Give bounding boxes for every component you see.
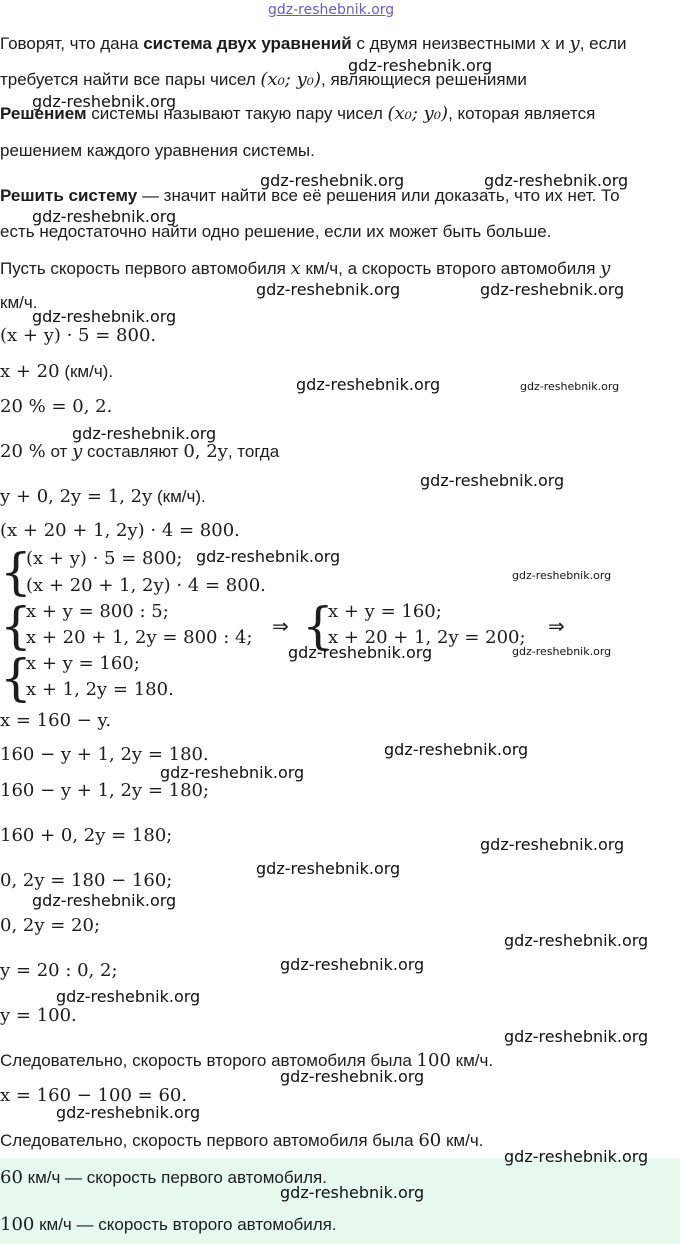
theory-p2b: решением каждого уравнения системы. [0,141,315,160]
solution-intro: Пусть скорость первого автомобиля x км/ч, а скорость второго автомобиля y [0,258,611,279]
answer-1: 60 км/ч — скорость первого автомобиля. [0,1167,327,1188]
sys2-eq1: x + y = 800 : 5; [26,601,169,622]
sys3-eq2: x + 20 + 1, 2y = 200; [328,627,526,648]
watermark: gdz-reshebnik.org [280,1183,425,1202]
watermark: gdz-reshebnik.org [384,740,529,759]
sys2-eq2: x + 20 + 1, 2y = 800 : 4; [26,627,253,648]
sys1-eq2: (x + 20 + 1, 2y) · 4 = 800. [26,575,266,596]
watermark: gdz-reshebnik.org [32,891,177,910]
eq-2: x + 20 (км/ч). [0,361,114,382]
eq-6: (x + 20 + 1, 2y) · 4 = 800. [0,520,240,541]
watermark: gdz-reshebnik.org [512,569,612,582]
watermark: gdz-reshebnik.org [32,92,177,111]
eq-8: 160 − y + 1, 2y = 180. [0,744,209,765]
watermark: gdz-reshebnik.org [420,471,565,490]
theory-p3b: есть недостаточно найти одно решение, если их может быть больше. [0,222,552,241]
theory-p1b: требуется найти все пары чисел (x₀; y₀), являющиеся решениями [0,69,527,90]
eq-3: 20 % = 0, 2. [0,396,113,417]
answer-2: 100 км/ч — скорость второго автомобиля. [0,1214,337,1235]
watermark: gdz-reshebnik.org [520,380,620,393]
system-brace: { [302,597,334,655]
theory-p2: Решением системы называют такую пару чисел (x₀; y₀), которая является [0,103,596,124]
implies-arrow: ⇒ [272,614,289,638]
system-brace: { [0,597,32,655]
sys4-eq2: x + 1, 2y = 180. [26,679,174,700]
site-link[interactable]: gdz-reshebnik.org [268,2,395,18]
watermark: gdz-reshebnik.org [504,1147,649,1166]
watermark: gdz-reshebnik.org [160,763,305,782]
eq-9: 160 − y + 1, 2y = 180; [0,780,210,801]
eq-4: 20 % от y составляют 0, 2y, тогда [0,441,280,462]
watermark: gdz-reshebnik.org [480,835,625,854]
solution-intro-unit: км/ч. [0,293,38,312]
watermark: gdz-reshebnik.org [280,955,425,974]
watermark: gdz-reshebnik.org [256,859,401,878]
system-brace: { [0,649,32,707]
watermark: gdz-reshebnik.org [348,56,493,75]
theory-p3: Решить систему — значит найти все её решения или доказать, что их нет. То [0,186,620,205]
conclusion-1: Следовательно, скорость второго автомобиля была 100 км/ч. [0,1050,494,1071]
eq-12: 0, 2y = 20; [0,915,101,936]
eq-14: y = 100. [0,1005,77,1026]
conclusion-2: Следовательно, скорость первого автомобиля была 60 км/ч. [0,1130,484,1151]
watermark: gdz-reshebnik.org [288,643,433,662]
watermark: gdz-reshebnik.org [484,171,629,190]
implies-arrow: ⇒ [548,614,565,638]
eq-5: y + 0, 2y = 1, 2y (км/ч). [0,486,206,507]
watermark: gdz-reshebnik.org [260,171,405,190]
watermark: gdz-reshebnik.org [196,547,341,566]
watermark: gdz-reshebnik.org [296,375,441,394]
sys3-eq1: x + y = 160; [328,601,442,622]
watermark: gdz-reshebnik.org [72,424,217,443]
watermark: gdz-reshebnik.org [504,931,649,950]
watermark: gdz-reshebnik.org [280,1067,425,1086]
theory-p1: Говорят, что дана система двух уравнений с двумя неизвестными x и y, если [0,33,627,54]
watermark: gdz-reshebnik.org [256,280,401,299]
eq-1: (x + y) · 5 = 800. [0,325,157,346]
sys4-eq1: x + y = 160; [26,653,140,674]
eq-13: y = 20 : 0, 2; [0,960,118,981]
eq-11: 0, 2y = 180 − 160; [0,870,173,891]
eq-10: 160 + 0, 2y = 180; [0,825,173,846]
watermark: gdz-reshebnik.org [480,280,625,299]
watermark: gdz-reshebnik.org [32,307,177,326]
watermark: gdz-reshebnik.org [32,207,177,226]
system-brace: { [0,543,32,601]
watermark: gdz-reshebnik.org [56,987,201,1006]
sys1-eq1: (x + y) · 5 = 800; [26,548,183,569]
watermark: gdz-reshebnik.org [512,645,612,658]
watermark: gdz-reshebnik.org [504,1027,649,1046]
eq-15: x = 160 − 100 = 60. [0,1085,188,1106]
eq-7: x = 160 − y. [0,710,112,731]
watermark: gdz-reshebnik.org [56,1103,201,1122]
